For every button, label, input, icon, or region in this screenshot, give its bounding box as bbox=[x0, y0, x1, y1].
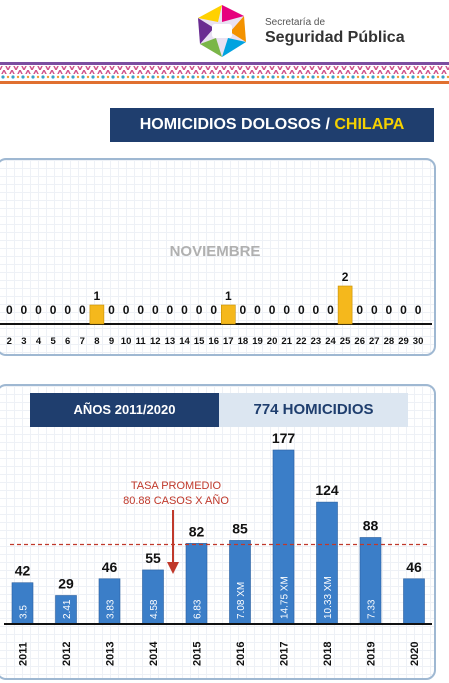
day-value-label: 0 bbox=[181, 303, 188, 317]
day-tick-label: 24 bbox=[325, 336, 336, 347]
day-value-label: 0 bbox=[64, 303, 72, 317]
day-tick-label: 17 bbox=[223, 336, 234, 347]
year-bar bbox=[404, 579, 425, 624]
year-value-label: 46 bbox=[101, 558, 118, 575]
day-value-label: 1 bbox=[224, 289, 232, 303]
day-tick-label: 25 bbox=[339, 336, 351, 347]
year-value-label: 46 bbox=[406, 558, 422, 575]
sspc-logo-icon bbox=[192, 2, 252, 60]
year-tick-label: 2020 bbox=[409, 641, 421, 666]
year-value-label: 124 bbox=[315, 482, 339, 499]
day-value-label: 0 bbox=[254, 303, 261, 317]
day-tick-label: 12 bbox=[150, 336, 161, 347]
day-bar bbox=[338, 286, 352, 324]
day-tick-label: 30 bbox=[412, 336, 424, 347]
year-value-label: 85 bbox=[232, 520, 248, 537]
day-value-label: 0 bbox=[108, 303, 115, 317]
day-value-label: 0 bbox=[268, 303, 276, 317]
year-tick-label: 2015 bbox=[191, 641, 204, 666]
year-rate-label: 3.5 bbox=[18, 605, 30, 619]
day-value-label: 0 bbox=[385, 303, 393, 317]
day-tick-label: 9 bbox=[108, 336, 115, 347]
day-tick-label: 26 bbox=[354, 336, 365, 347]
day-tick-label: 23 bbox=[310, 336, 322, 347]
monthly-bar-chart bbox=[0, 158, 449, 356]
day-tick-label: 27 bbox=[369, 336, 380, 347]
day-tick-label: 16 bbox=[208, 336, 219, 347]
day-tick-label: 15 bbox=[193, 336, 205, 347]
day-value-label: 0 bbox=[312, 303, 320, 317]
day-value-label: 0 bbox=[327, 303, 334, 317]
day-tick-label: 22 bbox=[296, 336, 307, 347]
org-name-small: Secretaría de bbox=[265, 17, 326, 28]
day-value-label: 0 bbox=[5, 303, 13, 317]
day-value-label: 0 bbox=[356, 303, 364, 317]
day-tick-label: 20 bbox=[266, 336, 278, 347]
average-note-line2: 80.88 CASOS X AÑO bbox=[123, 495, 229, 507]
day-value-label: 0 bbox=[166, 303, 174, 317]
day-tick-label: 18 bbox=[237, 336, 249, 347]
day-tick-label: 2 bbox=[6, 336, 12, 347]
year-tick-label: 2018 bbox=[322, 641, 334, 666]
day-bar bbox=[90, 305, 104, 324]
day-tick-label: 28 bbox=[383, 336, 395, 347]
year-value-label: 177 bbox=[271, 430, 296, 446]
year-rate-label: 4.58 bbox=[149, 599, 160, 619]
day-tick-label: 6 bbox=[65, 336, 71, 347]
day-value-label: 0 bbox=[283, 303, 291, 317]
day-value-label: 0 bbox=[400, 303, 407, 317]
day-tick-label: 7 bbox=[79, 336, 85, 347]
day-tick-label: 8 bbox=[94, 336, 100, 347]
day-tick-label: 4 bbox=[35, 336, 42, 347]
year-tick-label: 2019 bbox=[365, 641, 378, 666]
year-tick-label: 2014 bbox=[148, 641, 160, 666]
day-value-label: 0 bbox=[239, 303, 247, 317]
day-tick-label: 3 bbox=[21, 336, 27, 347]
years-range-label: AÑOS 2011/2020 bbox=[30, 393, 219, 427]
year-tick-label: 2013 bbox=[104, 641, 117, 666]
day-tick-label: 19 bbox=[252, 336, 263, 347]
day-value-label: 0 bbox=[151, 303, 159, 317]
year-rate-label: 7.08 XM bbox=[236, 581, 247, 619]
org-name-large: Seguridad Pública bbox=[265, 29, 405, 46]
day-tick-label: 11 bbox=[135, 336, 146, 347]
year-value-label: 29 bbox=[58, 575, 74, 592]
year-tick-label: 2012 bbox=[61, 641, 73, 666]
year-tick-label: 2011 bbox=[17, 642, 30, 666]
year-rate-label: 3.83 bbox=[105, 599, 117, 619]
day-tick-label: 14 bbox=[179, 336, 190, 347]
day-tick-label: 29 bbox=[398, 336, 409, 347]
day-value-label: 0 bbox=[78, 303, 86, 317]
year-tick-label: 2017 bbox=[278, 641, 291, 666]
day-value-label: 1 bbox=[93, 289, 101, 303]
decorative-pattern-band bbox=[0, 62, 449, 86]
day-tick-label: 10 bbox=[120, 336, 132, 347]
year-rate-label: 10.33 XM bbox=[323, 576, 334, 619]
day-value-label: 0 bbox=[210, 303, 218, 317]
day-tick-label: 21 bbox=[281, 336, 292, 347]
title-prefix: HOMICIDIOS DOLOSOS / bbox=[139, 116, 330, 133]
year-value-label: 88 bbox=[362, 517, 379, 534]
day-value-label: 0 bbox=[35, 303, 42, 317]
total-homicides-label: 774 HOMICIDIOS bbox=[219, 393, 408, 427]
day-value-label: 0 bbox=[297, 303, 305, 317]
day-value-label: 0 bbox=[49, 303, 57, 317]
day-value-label: 0 bbox=[414, 303, 422, 317]
day-value-label: 0 bbox=[370, 303, 378, 317]
day-value-label: 0 bbox=[20, 303, 28, 317]
day-bar bbox=[221, 305, 235, 324]
year-rate-label: 7.33 bbox=[366, 599, 378, 619]
day-value-label: 2 bbox=[341, 270, 349, 284]
year-rate-label: 2.41 bbox=[62, 599, 73, 619]
day-value-label: 0 bbox=[122, 303, 130, 317]
average-arrow-icon bbox=[165, 510, 181, 576]
year-rate-label: 6.83 bbox=[192, 599, 204, 619]
day-tick-label: 5 bbox=[50, 336, 56, 347]
chart-title-month: NOVIEMBRE bbox=[169, 243, 261, 260]
year-tick-label: 2016 bbox=[235, 641, 247, 666]
year-value-label: 55 bbox=[145, 549, 161, 566]
yearly-bar-chart bbox=[0, 384, 449, 680]
day-tick-label: 13 bbox=[164, 336, 176, 347]
year-value-label: 42 bbox=[14, 562, 31, 579]
year-rate-label: 14.75 XM bbox=[279, 576, 291, 619]
average-note-line1: TASA PROMEDIO bbox=[130, 480, 222, 492]
year-value-label: 82 bbox=[188, 523, 205, 540]
day-value-label: 0 bbox=[137, 303, 145, 317]
day-value-label: 0 bbox=[195, 303, 203, 317]
page-title bbox=[110, 108, 434, 142]
title-place: CHILAPA bbox=[334, 116, 405, 133]
